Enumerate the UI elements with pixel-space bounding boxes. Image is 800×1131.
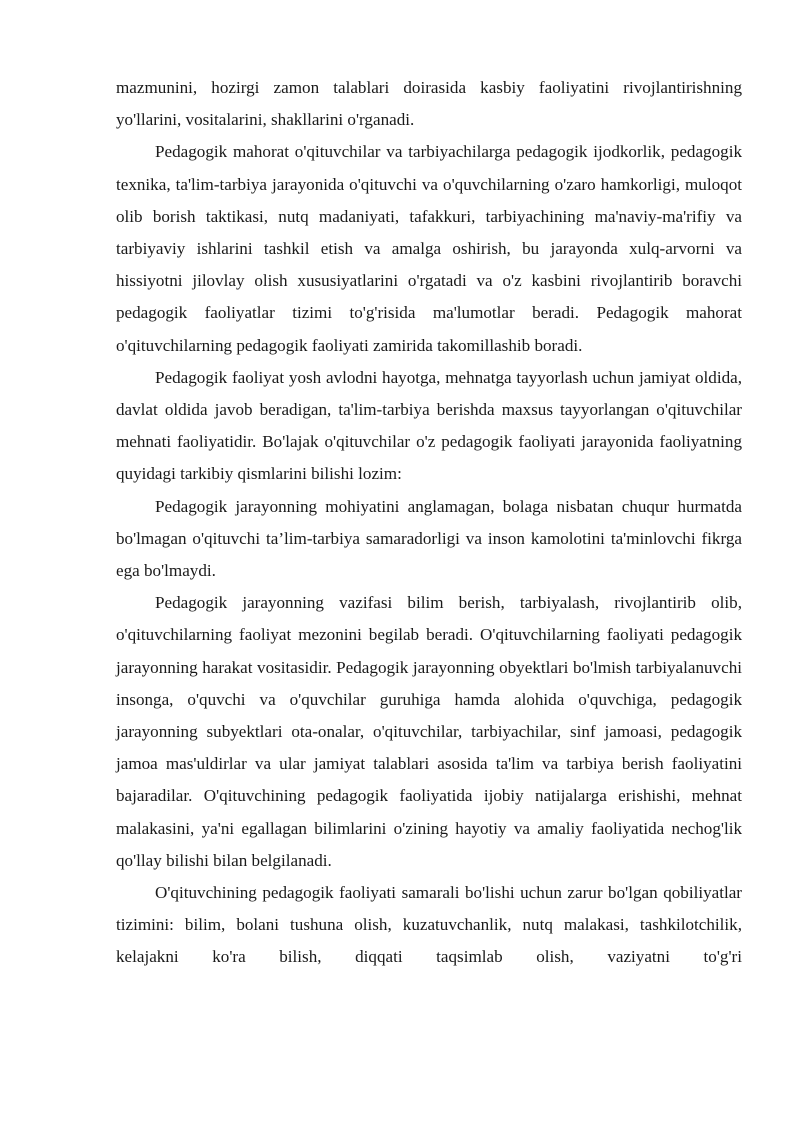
paragraph-pedagogik-jarayon-vazifasi: Pedagogik jarayonning vazifasi bilim berish, tarbiyalash, rivojlantirib olib, o'qituvchilarning faoliyat mezonini begilab beradi. O'qituvchilarning faoliyati pedagogik jarayonning harakat vositasidir. Pedagogik jarayonning obyektlari bo'lmish tarbiyalanuvchi insonga, o'quvchi va o'quvchilar guruhiga hamda alohida o'quvchiga, pedagogik jarayonning subyektlari ota-onalar, o'qituvchilar, tarbiyachilar, sinf jamoasi, pedagogik jamoa mas'uldirlar va ular jamiyat talablari asosida ta'lim va tarbiya berish faoliyatini bajaradilar. O'qituvchining pedagogik faoliyatida ijobiy natijalarga erishishi, mehnat malakasini, ya'ni egallagan bilimlarini o'zining hayotiy va amaliy faoliyatida nechog'lik qo'llay bilishi bilan belgilanadi.: [116, 593, 742, 870]
paragraph-oqituvchi-qobiliyatlari: O'qituvchining pedagogik faoliyati samarali bo'lishi uchun zarur bo'lgan qobiliyatlar tizimini: bilim, bolani tushuna olish, kuzatuvchanlik, nutq malakasi, tashkilotchilik, kelajakni ko'ra bilish, diqqati taqsimlab olish, vaziyatni to'g'ri: [116, 883, 742, 967]
paragraph-pedagogik-mahorat: Pedagogik mahorat o'qituvchilar va tarbiyachilarga pedagogik ijodkorlik, pedagogik texnika, ta'lim-tarbiya jarayonida o'qituvchi va o'quvchilarning o'zaro hamkorligi, muloqot olib borish taktikasi, nutq madaniyati, tafakkuri, tarbiyachining ma'naviy-ma'rifiy va tarbiyaviy ishlarini tashkil etish va amalga oshirish, bu jarayonda xulq-arvorni va hissiyotni jilovlay olish xususiyatlarini o'rgatadi va o'z kasbini rivojlantirib boravchi pedagogik faoliyatlar tizimi to'g'risida ma'lumotlar beradi. Pedagogik mahorat o'qituvchilarning pedagogik faoliyati zamirida takomillashib boradi.: [116, 142, 742, 355]
paragraph-continuation: mazmunini, hozirgi zamon talablari doirasida kasbiy faoliyatini rivojlantirishning yo'llarini, vositalarini, shakllarini o'rganadi.: [116, 78, 742, 130]
paragraph-pedagogik-faoliyat: Pedagogik faoliyat yosh avlodni hayotga, mehnatga tayyorlash uchun jamiyat oldida, davlat oldida javob beradigan, ta'lim-tarbiya berishda maxsus tayyorlangan o'qituvchilar mehnati faoliyatidir. Bo'lajak o'qituvchilar o'z pedagogik faoliyati jarayonida faoliyatning quyidagi tarkibiy qismlarini bilishi lozim:: [116, 367, 742, 484]
paragraph-pedagogik-jarayon-mohiyati: Pedagogik jarayonning mohiyatini anglamagan, bolaga nisbatan chuqur hurmatda bo'lmagan o'qituvchi ta’lim-tarbiya samaradorligi va inson kamolotini ta'minlovchi fikrga ega bo'lmaydi.: [116, 496, 742, 581]
document-page: [116, 72, 742, 974]
